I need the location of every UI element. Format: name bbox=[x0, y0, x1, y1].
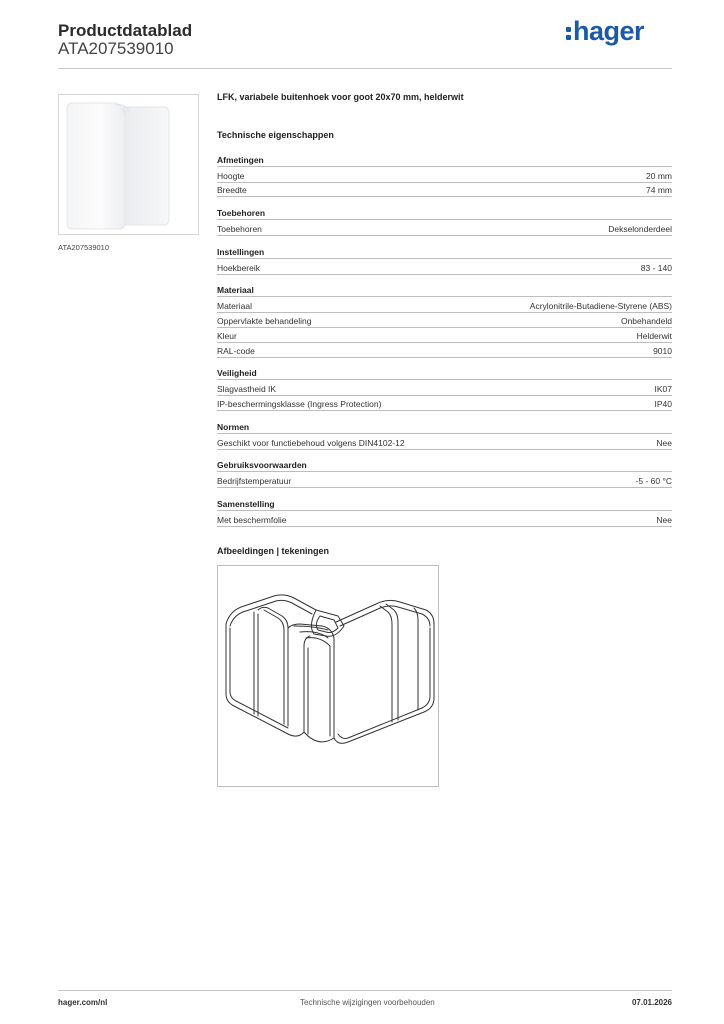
spec-value: Helderwit bbox=[636, 331, 672, 341]
group-title-material: Materiaal bbox=[217, 285, 672, 297]
document-title: Productdatablad bbox=[58, 21, 193, 40]
spec-value: Onbehandeld bbox=[620, 316, 672, 326]
spec-value: IK07 bbox=[654, 384, 672, 394]
group-title-composition: Samenstelling bbox=[217, 499, 672, 511]
spec-row bbox=[217, 183, 672, 197]
corner-piece-drawing bbox=[218, 566, 438, 786]
logo-colon-mark bbox=[566, 21, 571, 41]
spec-label: Breedte bbox=[217, 185, 247, 195]
spec-label: Geschikt voor functiebehoud volgens DIN4102-12 bbox=[217, 438, 405, 448]
spec-value: 83 - 140 bbox=[640, 263, 672, 273]
spec-value: IP40 bbox=[654, 399, 672, 409]
spec-label: Hoekbereik bbox=[217, 263, 260, 273]
specifications-column bbox=[217, 92, 672, 556]
spec-row bbox=[217, 169, 672, 183]
spec-row bbox=[217, 513, 672, 527]
logo-text: hager bbox=[573, 16, 645, 46]
spec-row bbox=[217, 474, 672, 488]
thumbnail-caption: ATA207539010 bbox=[58, 243, 110, 252]
spec-label: Kleur bbox=[217, 331, 237, 341]
product-description: LFK, variabele buitenhoek voor goot 20x70 mm, helderwit bbox=[217, 92, 464, 102]
spec-label: Toebehoren bbox=[217, 224, 262, 234]
spec-value: Dekselonderdeel bbox=[608, 224, 672, 234]
footer-notice: Technische wijzigingen voorbehouden bbox=[300, 998, 435, 1007]
product-thumbnail bbox=[58, 94, 199, 235]
product-code: ATA207539010 bbox=[58, 39, 174, 58]
spec-value: Acrylonitrile-Butadiene-Styrene (ABS) bbox=[529, 301, 672, 311]
spec-row bbox=[217, 344, 672, 358]
technical-drawing-frame bbox=[217, 565, 439, 787]
spec-label: Materiaal bbox=[217, 301, 252, 311]
group-title-dimensions: Afmetingen bbox=[217, 155, 672, 167]
spec-value: 20 mm bbox=[646, 171, 672, 181]
group-title-accessories: Toebehoren bbox=[217, 208, 672, 220]
spec-row bbox=[217, 397, 672, 411]
spec-label: RAL-code bbox=[217, 346, 255, 356]
spec-row bbox=[217, 299, 672, 313]
technical-properties-heading: Technische eigenschappen bbox=[217, 130, 334, 140]
group-title-safety: Veiligheid bbox=[217, 368, 672, 380]
spec-label: IP-beschermingsklasse (Ingress Protection) bbox=[217, 399, 382, 409]
spec-label: Oppervlakte behandeling bbox=[217, 316, 312, 326]
spec-row bbox=[217, 382, 672, 396]
spec-row bbox=[217, 329, 672, 343]
hager-logo bbox=[566, 16, 644, 47]
spec-row bbox=[217, 222, 672, 236]
spec-label: Hoogte bbox=[217, 171, 245, 181]
footer-divider bbox=[58, 990, 672, 991]
spec-label: Met beschermfolie bbox=[217, 515, 287, 525]
product-photo bbox=[59, 95, 198, 234]
spec-row bbox=[217, 261, 672, 275]
header-divider bbox=[58, 68, 672, 69]
spec-row bbox=[217, 436, 672, 450]
spec-value: Nee bbox=[656, 515, 672, 525]
group-title-standards: Normen bbox=[217, 422, 672, 434]
spec-row bbox=[217, 314, 672, 328]
spec-value: Nee bbox=[656, 438, 672, 448]
spec-label: Bedrijfstemperatuur bbox=[217, 476, 292, 486]
group-title-conditions: Gebruiksvoorwaarden bbox=[217, 460, 672, 472]
spec-label: Slagvastheid IK bbox=[217, 384, 277, 394]
spec-value: 74 mm bbox=[646, 185, 672, 195]
footer-website-link[interactable]: hager.com/nl bbox=[58, 998, 108, 1007]
group-title-settings: Instellingen bbox=[217, 247, 672, 259]
drawings-heading: Afbeeldingen | tekeningen bbox=[217, 546, 330, 556]
spec-value: -5 - 60 °C bbox=[635, 476, 672, 486]
footer-date: 07.01.2026 bbox=[631, 998, 672, 1007]
spec-value: 9010 bbox=[653, 346, 672, 356]
